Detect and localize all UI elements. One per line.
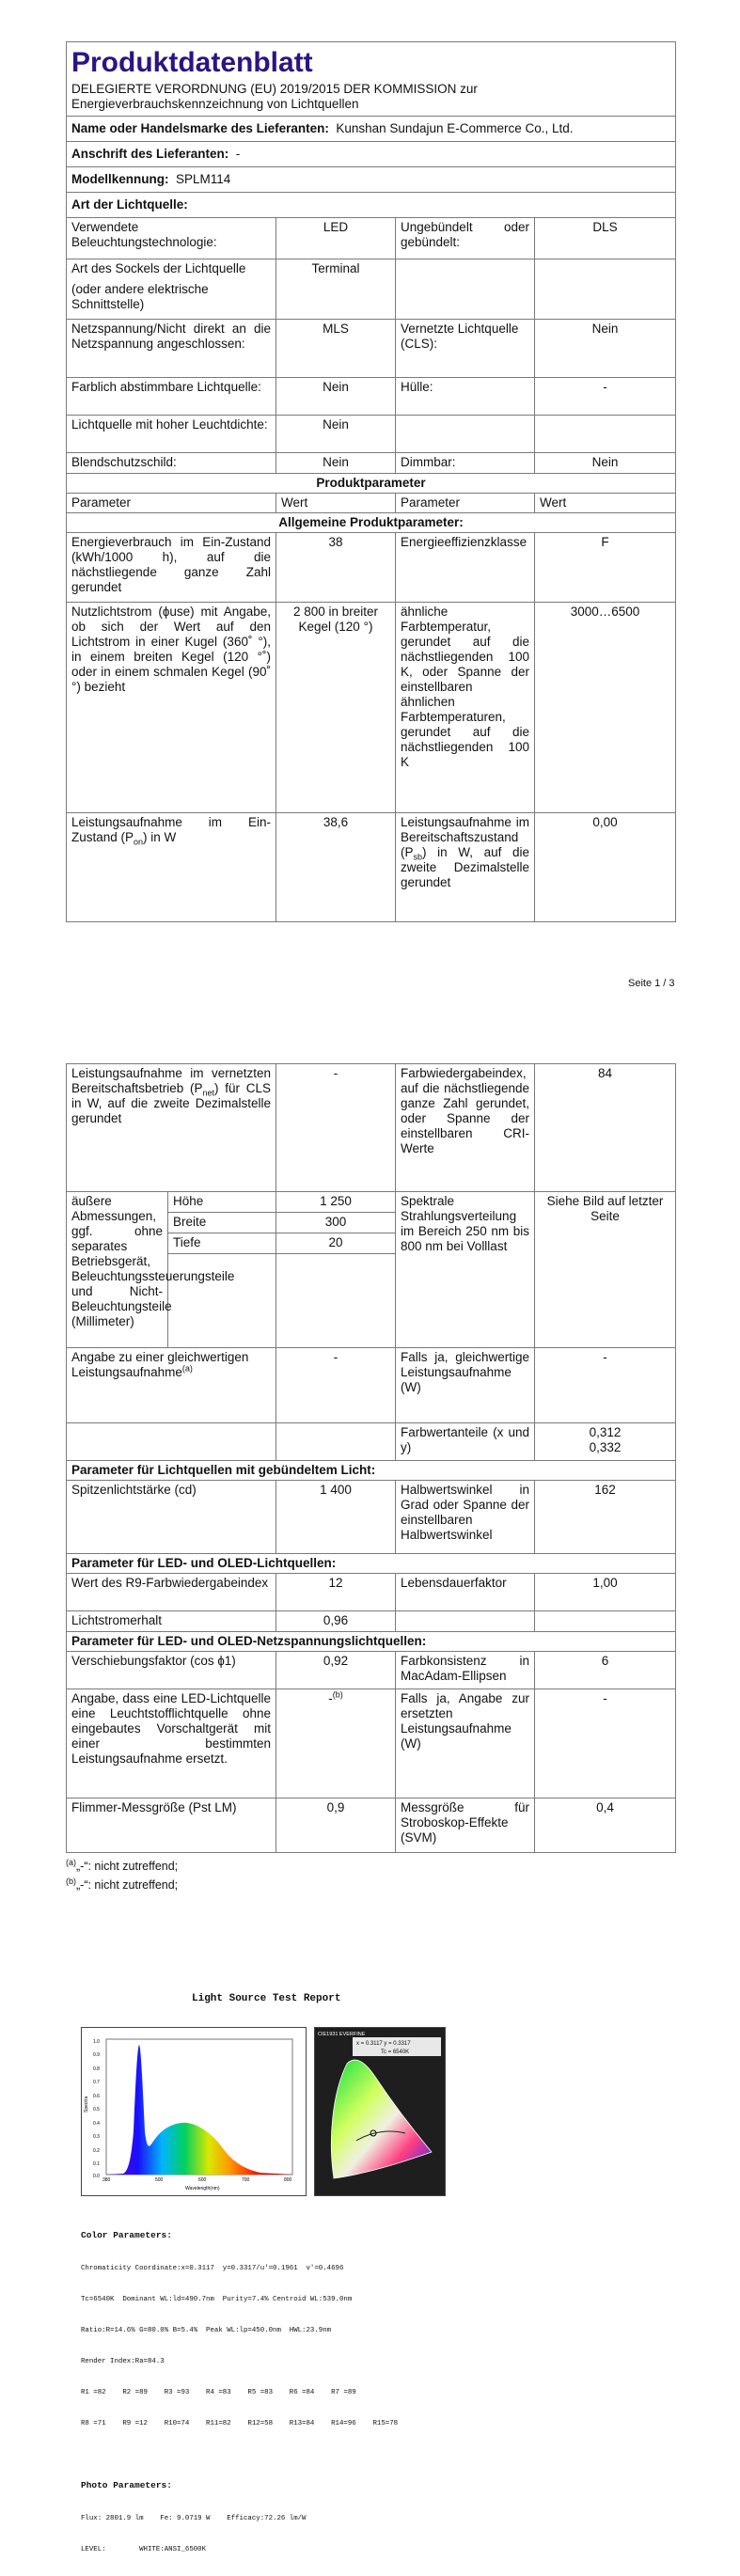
- type-heading: Art der Lichtquelle:: [67, 193, 676, 218]
- cie-title: CIE1931 EVERFINE: [318, 2032, 366, 2037]
- displacement-factor-label: Verschiebungsfaktor (cos ɸ1): [67, 1652, 276, 1689]
- y-tick: 0.3: [93, 2134, 100, 2140]
- replaced-power-value: -: [535, 1689, 676, 1798]
- useful-flux-label: Nutzlichtstrom (ɸuse) mit Angabe, ob sich der Wert auf den Lichtstrom in einer Kugel (360˚ °), in einem breiten Kegel (120 °˚) oder in einem schmalen Kegel (90˚ °) bezieht: [67, 603, 276, 813]
- cap-label-line2: (oder andere elektrische Schnittstelle): [71, 282, 209, 311]
- y-tick: 0.4: [93, 2121, 100, 2127]
- text-part: Leistungsaufnahme im Ein-Zustand (P: [71, 815, 271, 844]
- subscript: sb: [413, 852, 423, 862]
- mains-value: MLS: [276, 320, 396, 378]
- tunable-value: Nein: [276, 378, 396, 416]
- fluorescent-replacement-value: [276, 1689, 396, 1798]
- text-part: ) in W, auf die zweite Dezimalstelle gerundet: [401, 845, 529, 889]
- x-tick: 700: [242, 2177, 250, 2183]
- chromaticity-y: 0,332: [589, 1440, 622, 1454]
- empty-cell: [67, 1423, 276, 1461]
- color-consistency-value: 6: [535, 1652, 676, 1689]
- directional-label: Ungebündelt oder gebündelt:: [396, 218, 535, 259]
- y-ticks: [93, 2039, 100, 2179]
- params-heading: Produktparameter: [67, 474, 676, 494]
- mains-heading: Parameter für LED- und OLED-Netzspannungslichtquellen:: [67, 1632, 676, 1652]
- dimmable-value: Nein: [535, 453, 676, 474]
- footnote-text: „-“: nicht zutreffend;: [76, 1860, 179, 1873]
- datasheet-table-page-1: [66, 41, 676, 922]
- stroboscopic-value: 0,4: [535, 1798, 676, 1853]
- energy-consumption-value: 38: [276, 533, 396, 603]
- displacement-factor-value: 0,92: [276, 1652, 396, 1689]
- cls-label: Vernetzte Lichtquelle (CLS):: [396, 320, 535, 378]
- equivalent-power-value: -: [276, 1348, 396, 1423]
- networked-standby-label: [67, 1064, 276, 1192]
- focused-heading: Parameter für Lichtquellen mit gebündeltem Licht:: [67, 1461, 676, 1481]
- cls-value: Nein: [535, 320, 676, 378]
- supplier-value: Kunshan Sundajun E-Commerce Co., Ltd.: [336, 121, 574, 135]
- tunable-label: Farblich abstimmbare Lichtquelle:: [67, 378, 276, 416]
- empty-cell: [535, 1611, 676, 1632]
- cap-value: Terminal: [276, 259, 396, 320]
- cri-value: 84: [535, 1064, 676, 1192]
- y-tick: 0.8: [93, 2066, 100, 2072]
- led-heading: Parameter für LED- und OLED-Lichtquellen:: [67, 1554, 676, 1574]
- text-part: ) für CLS in W, auf die zweite Dezimalstelle gerundet: [71, 1081, 271, 1125]
- text-part: ) in W: [143, 830, 177, 844]
- y-tick: 0.0: [93, 2174, 100, 2179]
- page-2: [66, 1063, 675, 1894]
- flicker-value: 0,9: [276, 1798, 396, 1853]
- lumen-maintenance-label: Lichtstromerhalt: [67, 1611, 276, 1632]
- empty-cell: [535, 259, 676, 320]
- y-tick: 0.5: [93, 2107, 100, 2113]
- y-tick: 0.7: [93, 2080, 100, 2085]
- mains-label: Netzspannung/Nicht direkt an die Netzspannung angeschlossen:: [67, 320, 276, 378]
- flicker-label: Flimmer-Messgröße (Pst LM): [67, 1798, 276, 1853]
- color-line: R1 =82 R2 =89 R3 =93 R4 =83 R5 =83 R6 =84 R7 =89: [81, 2389, 356, 2396]
- width-label: Breite: [168, 1213, 276, 1233]
- empty-cell: [168, 1254, 276, 1348]
- height-value: 1 250: [276, 1192, 396, 1213]
- footnote-marker: (b): [66, 1876, 76, 1886]
- x-ticks: [102, 2177, 292, 2183]
- high-luminance-label: Lichtquelle mit hoher Leuchtdichte:: [67, 416, 276, 453]
- equivalent-watt-label: Falls ja, gleichwertige Leistungsaufnahme (W): [396, 1348, 535, 1423]
- spectrum-chart: [81, 2027, 307, 2196]
- color-line: Ratio:R=14.6% G=80.0% B=5.4% Peak WL:lp=450.0nm HWL:23.9nm: [81, 2327, 332, 2334]
- color-line: Render Index:Ra=84.3: [81, 2358, 165, 2365]
- antiglare-label: Blendschutzschild:: [67, 453, 276, 474]
- text-part: Angabe zu einer gleichwertigen Leistungsaufnahme: [71, 1350, 249, 1379]
- envelope-value: -: [535, 378, 676, 416]
- lumen-maintenance-value: 0,96: [276, 1611, 396, 1632]
- x-tick: 800: [284, 2177, 292, 2183]
- spectral-value: Siehe Bild auf letzter Seite: [535, 1192, 676, 1348]
- beam-angle-value: 162: [535, 1481, 676, 1554]
- spectrum-svg: [82, 2028, 306, 2195]
- y-tick: 0.9: [93, 2052, 100, 2058]
- equivalent-power-label: [67, 1348, 276, 1423]
- cie-diagram: [314, 2027, 446, 2196]
- r9-label: Wert des R9-Farbwiedergabeindex: [67, 1574, 276, 1611]
- empty-cell: [276, 1254, 396, 1348]
- peak-intensity-value: 1 400: [276, 1481, 396, 1554]
- cap-label: [67, 259, 276, 320]
- r9-value: 12: [276, 1574, 396, 1611]
- cct-value: 3000…6500: [535, 603, 676, 813]
- equivalent-watt-value: -: [535, 1348, 676, 1423]
- document-title: Produktdatenblatt: [71, 47, 313, 78]
- cct-label: ähnliche Farbtemperatur, gerundet auf die nächstliegenden 100 K, oder Spanne der einstellbaren ähnlichen Farbtemperaturen, gerundet auf die nächstliegenden 100 K: [396, 603, 535, 813]
- stroboscopic-label: Messgröße für Stroboskop-Effekte (SVM): [396, 1798, 535, 1853]
- depth-value: 20: [276, 1233, 396, 1254]
- photo-line: LEVEL: WHITE:ANSI_6500K: [81, 2546, 207, 2553]
- empty-cell: [396, 1611, 535, 1632]
- y-tick: 0.6: [93, 2094, 100, 2099]
- color-params-heading: Color Parameters:: [81, 2230, 172, 2240]
- text-part: Leistungsaufnahme im vernetzten Bereitschaftsbetrieb (P: [71, 1066, 271, 1095]
- survival-factor-label: Lebensdauerfaktor: [396, 1574, 535, 1611]
- color-line: Tc=6540K Dominant WL:ld=490.7nm Purity=7.4% Centroid WL:539.0nm: [81, 2296, 353, 2303]
- antiglare-value: Nein: [276, 453, 396, 474]
- subscript: net: [202, 1088, 215, 1098]
- peak-intensity-label: Spitzenlichtstärke (cd): [67, 1481, 276, 1554]
- model-label: Modellkennung:: [71, 172, 169, 186]
- y-tick: 0.1: [93, 2161, 100, 2167]
- regulation-text: DELEGIERTE VERORDNUNG (EU) 2019/2015 DER KOMMISSION zur Energieverbrauchskennzeichnung von Lichtquellen: [71, 82, 478, 111]
- cri-label: Farbwiedergabeindex, auf die nächstliegende ganze Zahl gerundet, oder Spanne der einstellbaren CRI-Werte: [396, 1064, 535, 1192]
- x-tick: 380: [102, 2177, 111, 2183]
- cie-tc: Tc = 6540K: [381, 2050, 410, 2055]
- on-mode-power-value: 38,6: [276, 813, 396, 922]
- footnotes: [66, 1857, 675, 1894]
- report-parameters: [81, 2207, 398, 2576]
- networked-standby-value: -: [276, 1064, 396, 1192]
- datasheet-table-page-2: [66, 1063, 676, 1853]
- text-part: -: [328, 1691, 333, 1705]
- params-header-param: Parameter: [396, 494, 535, 513]
- standby-power-value: 0,00: [535, 813, 676, 922]
- energy-consumption-label: Energieverbrauch im Ein-Zustand (kWh/1000 h), auf die nächstliegende ganze Zahl gerundet: [67, 533, 276, 603]
- dimensions-label: äußere Abmessungen, ggf. ohne separates Betriebsgerät, Beleuchtungssteuerungsteile und Nicht-Beleuchtungsteile (Millimeter): [67, 1192, 168, 1348]
- dimmable-label: Dimmbar:: [396, 453, 535, 474]
- footnote-b: [66, 1876, 675, 1894]
- beam-angle-label: Halbwertswinkel in Grad oder Spanne der einstellbaren Halbwertswinkel: [396, 1481, 535, 1554]
- photo-line: Flux: 2801.9 lm Fe: 9.0719 W Efficacy:72.26 lm/W: [81, 2515, 307, 2522]
- chromaticity-value: [535, 1423, 676, 1461]
- efficiency-class-label: Energieeffizienzklasse: [396, 533, 535, 603]
- chromaticity-label: Farbwertanteile (x und y): [396, 1423, 535, 1461]
- subscript: on: [134, 837, 144, 847]
- model-value: SPLM114: [176, 172, 231, 186]
- empty-cell: [396, 259, 535, 320]
- footnote-text: „-“: nicht zutreffend;: [76, 1878, 179, 1892]
- address-row: [67, 142, 676, 167]
- high-luminance-value: Nein: [276, 416, 396, 453]
- color-consistency-label: Farbkonsistenz in MacAdam-Ellipsen: [396, 1652, 535, 1689]
- params-header-value: Wert: [535, 494, 676, 513]
- report-title: Light Source Test Report: [192, 1993, 341, 2004]
- efficiency-class-value: F: [535, 533, 676, 603]
- cie-xy: x = 0.3117 y = 0.3317: [356, 2041, 411, 2047]
- x-tick: 500: [155, 2177, 164, 2183]
- spectral-label: Spektrale Strahlungsverteilung im Bereich 250 nm bis 800 nm bei Volllast: [396, 1192, 535, 1348]
- color-line: Chromaticity Coordinate:x=0.3117 y=0.3317/u'=0.1961 v'=0.4696: [81, 2265, 344, 2272]
- tech-label: Verwendete Beleuchtungstechnologie:: [67, 218, 276, 259]
- survival-factor-value: 1,00: [535, 1574, 676, 1611]
- cie-svg: [315, 2028, 445, 2195]
- tech-value: LED: [276, 218, 396, 259]
- footnote-marker: (a): [181, 1363, 193, 1374]
- depth-label: Tiefe: [168, 1233, 276, 1254]
- address-label: Anschrift des Lieferanten:: [71, 147, 229, 161]
- color-line: R8 =71 R9 =12 R10=74 R11=82 R12=58 R13=84 R14=96 R15=78: [81, 2420, 399, 2427]
- text-part: Leistungsaufnahme im Bereitschaftszustand (P: [401, 815, 529, 859]
- standby-power-label: [396, 813, 535, 922]
- envelope-label: Hülle:: [396, 378, 535, 416]
- footnote-marker: (a): [66, 1857, 76, 1867]
- footnote-marker: (b): [332, 1689, 343, 1700]
- photo-params-heading: Photo Parameters:: [81, 2480, 172, 2490]
- width-value: 300: [276, 1213, 396, 1233]
- empty-cell: [535, 416, 676, 453]
- supplier-row: [67, 117, 676, 142]
- address-value: -: [235, 147, 241, 161]
- cap-label-line1: Art des Sockels der Lichtquelle: [71, 261, 246, 275]
- x-tick: 600: [198, 2177, 207, 2183]
- params-header-value: Wert: [276, 494, 396, 513]
- on-mode-power-label: [67, 813, 276, 922]
- supplier-label: Name oder Handelsmarke des Lieferanten:: [71, 121, 329, 135]
- page-1: [66, 41, 675, 922]
- footnote-a: [66, 1857, 675, 1876]
- empty-cell: [276, 1423, 396, 1461]
- empty-cell: [396, 416, 535, 453]
- fluorescent-replacement-label: Angabe, dass eine LED-Lichtquelle eine Leuchtstofflichtquelle ohne eingebautes Vorschaltgerät mit einer bestimmten Leistungsaufnahme ersetzt.: [67, 1689, 276, 1798]
- y-tick: 1.0: [93, 2039, 100, 2045]
- chromaticity-x: 0,312: [589, 1425, 622, 1439]
- y-tick: 0.2: [93, 2148, 100, 2154]
- model-row: [67, 167, 676, 193]
- y-axis-label: Spectra: [84, 2096, 89, 2113]
- height-label: Höhe: [168, 1192, 276, 1213]
- params-header-param: Parameter: [67, 494, 276, 513]
- directional-value: DLS: [535, 218, 676, 259]
- general-heading: Allgemeine Produktparameter:: [67, 513, 676, 533]
- useful-flux-value: 2 800 in breiter Kegel (120 °): [276, 603, 396, 813]
- replaced-power-label: Falls ja, Angabe zur ersetzten Leistungsaufnahme (W): [396, 1689, 535, 1798]
- page-number: Seite 1 / 3: [628, 978, 675, 989]
- x-axis-label: Wavelength(nm): [185, 2186, 220, 2191]
